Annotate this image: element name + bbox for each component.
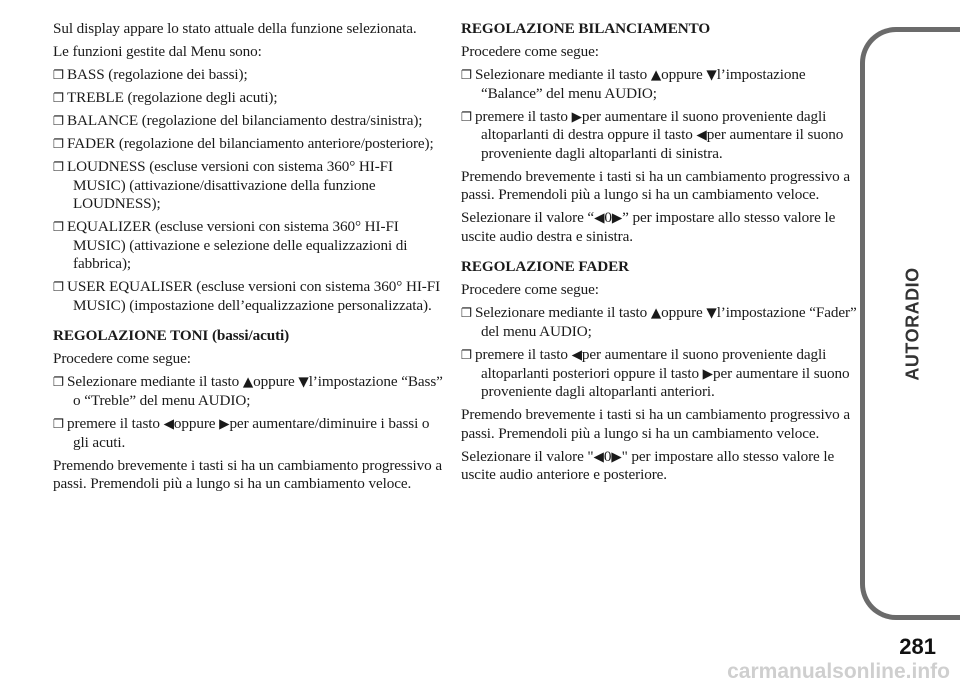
- section-side-tab: [860, 27, 960, 620]
- heading-tone-adjustment: REGOLAZIONE TONI (bassi/acuti): [53, 327, 290, 345]
- list-item: ❐ USER EQUALISER (escluse versioni con sistema 360° HI-FI MUSIC) (impostazione dell’equalizzazione personalizzata).: [53, 278, 441, 314]
- section-tab-label: AUTORADIO: [902, 266, 922, 381]
- bullet-icon: ❐: [53, 158, 65, 174]
- bullet-icon: ❐: [53, 135, 65, 151]
- list-item: ❐ BASS (regolazione dei bassi);: [53, 65, 248, 83]
- arrow-up-icon: ▲: [650, 66, 662, 83]
- step-adjust-bass-treble: ❐ premere il tasto ◀oppure ▶per aumentare/diminuire i bassi o gli acuti.: [53, 414, 430, 451]
- bullet-icon: ❐: [53, 89, 65, 105]
- bullet-icon: ❐: [461, 305, 473, 321]
- paragraph-balance-zero: Selezionare il valore “◀0▶” per impostare allo stesso valore le uscite audio destra e sinistra.: [461, 209, 836, 245]
- list-item: ❐ TREBLE (regolazione degli acuti);: [53, 88, 278, 106]
- left-column: [53, 20, 448, 498]
- paragraph-menu-functions: Le funzioni gestite dal Menu sono:: [53, 42, 262, 60]
- paragraph-procedure: Procedere come segue:: [461, 281, 599, 299]
- paragraph-press-behaviour: Premendo brevemente i tasti si ha un cambiamento progressivo a passi. Premendoli più a lungo si ha un cambiamento veloce.: [461, 167, 850, 204]
- arrow-down-icon: ▼: [706, 66, 717, 83]
- arrow-down-icon: ▼: [706, 305, 717, 322]
- bullet-icon: ❐: [461, 108, 473, 124]
- arrow-left-icon: ◀: [696, 127, 707, 144]
- bullet-icon: ❐: [461, 66, 473, 82]
- bullet-icon: ❐: [53, 415, 65, 431]
- paragraph-display-status: Sul display appare lo stato attuale della funzione selezionata.: [53, 20, 417, 37]
- paragraph-fader-zero: Selezionare il valore "◀0▶" per impostare allo stesso valore le uscite audio anteriore e posteriore.: [461, 447, 835, 484]
- arrow-right-icon: ▶: [219, 415, 230, 432]
- bullet-icon: ❐: [53, 374, 65, 390]
- bullet-icon: ❐: [53, 219, 65, 235]
- arrow-up-icon: ▲: [242, 374, 254, 391]
- arrow-down-icon: ▼: [298, 374, 309, 391]
- step-adjust-balance: ❐ premere il tasto ▶per aumentare il suono proveniente dagli altoparlanti di destra oppure il tasto ◀per aumentare il suono proveniente dagli altoparlanti di sinistra.: [461, 107, 844, 162]
- paragraph-procedure: Procedere come segue:: [53, 350, 191, 368]
- arrow-left-icon: ◀: [163, 415, 174, 432]
- list-item: ❐ LOUDNESS (escluse versioni con sistema 360° HI-FI MUSIC) (attivazione/disattivazione della funzione LOUDNESS);: [53, 157, 393, 213]
- arrow-left-icon: ◀: [594, 210, 605, 227]
- bullet-icon: ❐: [53, 279, 65, 295]
- paragraph-press-behaviour: Premendo brevemente i tasti si ha un cambiamento progressivo a passi. Premendoli più a lungo si ha un cambiamento veloce.: [53, 456, 442, 493]
- bullet-icon: ❐: [461, 347, 473, 363]
- step-select-fader: ❐ Selezionare mediante il tasto ▲oppure ▼l’impostazione “Fader” del menu AUDIO;: [461, 304, 857, 341]
- arrow-left-icon: ◀: [571, 347, 582, 364]
- heading-fader-adjustment: REGOLAZIONE FADER: [461, 258, 630, 276]
- paragraph-press-behaviour: Premendo brevemente i tasti si ha un cambiamento progressivo a passi. Premendoli più a lungo si ha un cambiamento veloce.: [461, 406, 850, 442]
- list-item: ❐ EQUALIZER (escluse versioni con sistema 360° HI-FI MUSIC) (attivazione e selezione delle equalizzazioni di fabbrica);: [53, 218, 408, 273]
- step-select-balance: ❐ Selezionare mediante il tasto ▲oppure ▼l’impostazione “Balance” del menu AUDIO;: [461, 65, 806, 102]
- bullet-icon: ❐: [53, 112, 65, 128]
- arrow-right-icon: ▶: [571, 108, 582, 125]
- watermark: carmanualsonline.info: [727, 660, 950, 683]
- arrow-right-icon: ▶: [702, 365, 713, 382]
- paragraph-procedure: Procedere come segue:: [461, 42, 599, 60]
- list-item: ❐ BALANCE (regolazione del bilanciamento destra/sinistra);: [53, 111, 423, 129]
- bullet-icon: ❐: [53, 66, 65, 82]
- right-column: [461, 20, 861, 489]
- list-item: ❐ FADER (regolazione del bilanciamento anteriore/posteriore);: [53, 134, 434, 152]
- arrow-right-icon: ▶: [611, 210, 623, 227]
- arrow-up-icon: ▲: [650, 305, 662, 322]
- heading-balance-adjustment: REGOLAZIONE BILANCIAMENTO: [461, 20, 711, 37]
- function-list: [53, 66, 448, 315]
- step-select-bass-treble: ❐ Selezionare mediante il tasto ▲oppure ▼l’impostazione “Bass” o “Treble” del menu AUDIO;: [53, 373, 443, 409]
- arrow-left-icon: ◀: [593, 448, 604, 465]
- step-adjust-fader: ❐ premere il tasto ◀per aumentare il suono proveniente dagli altoparlanti posteriori oppure il tasto ▶per aumentare il suono proveniente dagli altoparlanti anteriori.: [461, 346, 850, 401]
- arrow-right-icon: ▶: [611, 448, 622, 465]
- page-number: 281: [899, 634, 936, 659]
